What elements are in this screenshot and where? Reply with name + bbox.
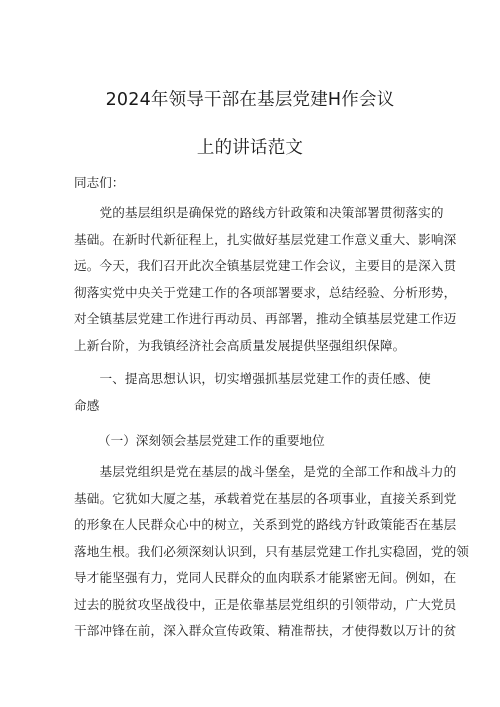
subsection-heading-1: （一）深刻领会基层党建工作的重要地位 [98, 433, 325, 448]
intro-paragraph [74, 200, 457, 359]
body-line: 干部冲锋在前，深入群众宣传政策、精准帮扶，才使得数以万计的贫 [74, 623, 457, 638]
body-line: 基层党组织是党在基层的战斗堡垒，是党的全部工作和战斗力的 [74, 464, 457, 479]
body-line: 导才能坚强有力，党同人民群众的血肉联系才能紧密无间。例如，在 [74, 570, 457, 585]
intro-line: 上新台阶，为我镇经济社会高质量发展提供坚强组织保障。 [74, 337, 406, 353]
body-line: 落地生根。我们必须深刻认识到，只有基层党建工作扎实稳固，党的领 [74, 543, 470, 559]
intro-line: 彻落实党中央关于党建工作的各项部署要求，总结经验、分析形势， [74, 284, 457, 300]
section-heading-1 [74, 366, 430, 419]
section-heading-line: 一、提高思想认识，切实增强抓基层党建工作的责任感、使 [74, 371, 431, 386]
document-title-line-2: 上的讲话范文 [196, 138, 304, 158]
document-title-line-1: 2024年领导干部在基层党建H作会议 [105, 90, 395, 110]
intro-line: 党的基层组织是确保党的路线方针政策和决策部署贯彻落实的 [74, 205, 444, 220]
body-line: 过去的脱贫攻坚战役中，正是依靠基层党组织的引领带动，广大党员 [74, 596, 457, 612]
section-heading-line: 命感 [74, 397, 100, 413]
salutation: 同志们： [74, 175, 125, 190]
intro-line: 对全镇基层党建工作进行再动员、再部署，推动全镇基层党建工作迈 [74, 311, 457, 326]
body-line: 基础。它犹如大厦之基，承载着党在基层的各项事业，直接关系到党 [74, 490, 457, 506]
body-line: 的形象在人民群众心中的树立，关系到党的路线方针政策能否在基层 [74, 517, 457, 532]
intro-line: 基础。在新时代新征程上，扎实做好基层党建工作意义重大、影响深 [74, 231, 457, 247]
intro-line: 远。今天，我们召开此次全镇基层党建工作会议，主要目的是深入贯 [74, 258, 457, 273]
body-paragraph [74, 459, 470, 645]
